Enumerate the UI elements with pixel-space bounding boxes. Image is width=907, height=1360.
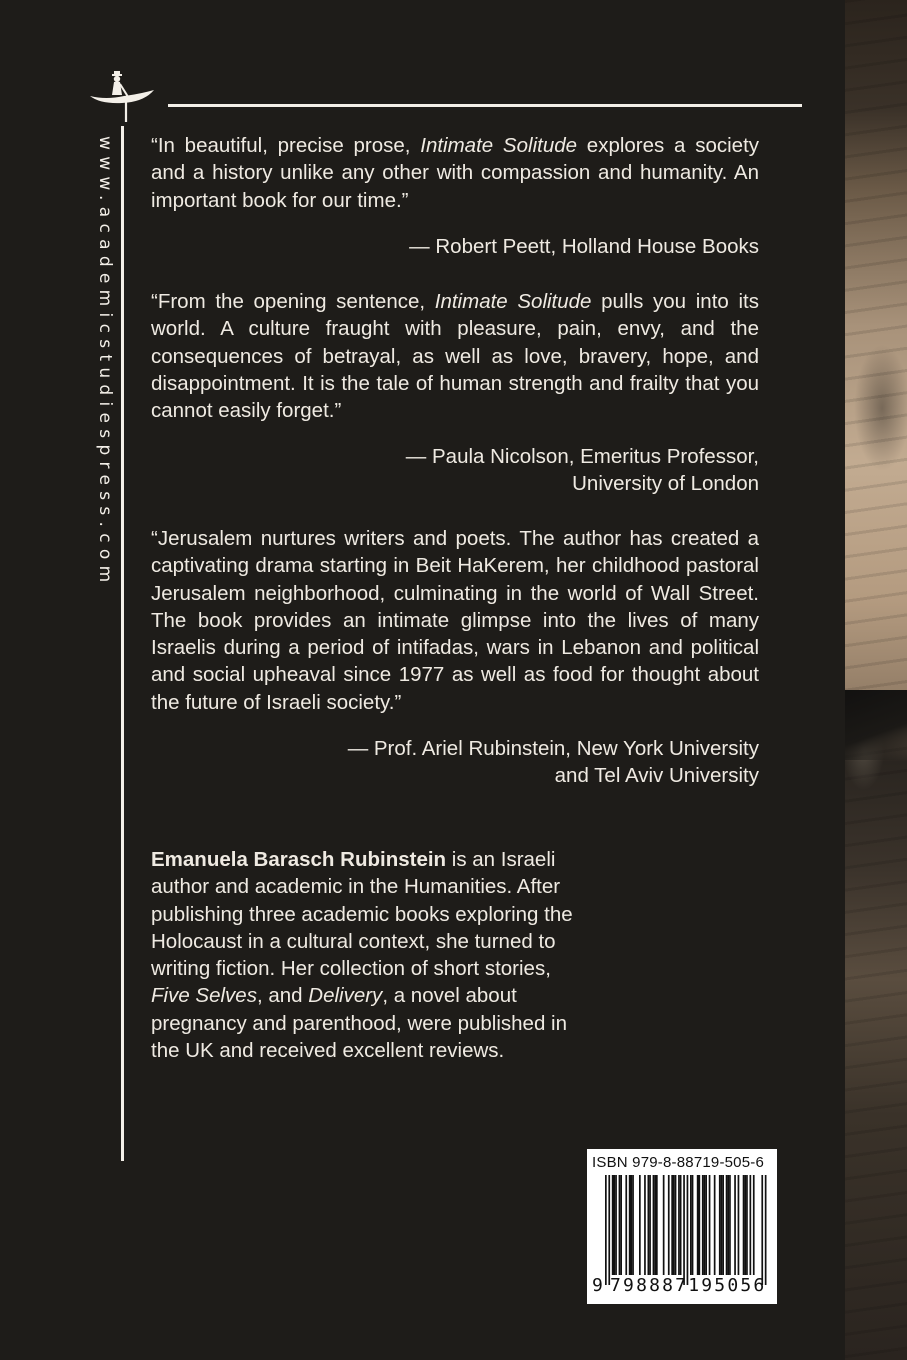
publisher-url[interactable]: www.academicstudiespress.com <box>95 136 115 589</box>
barcode-bar <box>605 1175 607 1285</box>
barcode-bar <box>656 1175 658 1275</box>
boat-logo-icon <box>86 70 158 126</box>
barcode-bar <box>644 1175 646 1275</box>
cover-photo-edge <box>845 0 907 1360</box>
top-divider <box>168 104 802 107</box>
barcode-bar <box>738 1175 740 1275</box>
barcode-bar <box>631 1175 633 1275</box>
barcode-bar <box>697 1175 699 1275</box>
attribution-2: — Paula Nicolson, Emeritus Professor, University of London <box>405 445 759 496</box>
barcode-bar <box>671 1175 673 1275</box>
barcode-bar <box>722 1175 724 1275</box>
isbn-barcode <box>587 1149 777 1304</box>
barcode-bar <box>746 1175 748 1275</box>
book-title: Five Selves <box>151 984 257 1008</box>
barcode-bar <box>614 1175 616 1275</box>
book-title: Intimate Solitude <box>434 290 592 313</box>
barcode-bar <box>705 1175 707 1275</box>
quote-2: “From the opening sentence, Intimate Solitude pulls you into its world. A culture fraught with pleasure, pain, envy, and the consequences of betrayal, as well as love, bravery, hope, and disappointment. It is the tale of human strength and frailty that you cannot easily forget.” <box>151 290 759 423</box>
barcode-bar <box>753 1175 755 1275</box>
barcode-bar <box>625 1175 627 1275</box>
barcode-bar <box>690 1175 692 1275</box>
author-name: Emanuela Barasch Rubinstein <box>151 848 447 871</box>
barcode-bar <box>620 1175 622 1275</box>
barcode-bar <box>750 1175 752 1275</box>
barcode-bar <box>709 1175 711 1275</box>
barcode-bar <box>675 1175 677 1275</box>
barcode-bar <box>699 1175 701 1275</box>
barcode-bar <box>673 1175 675 1275</box>
barcode-bar <box>687 1175 689 1285</box>
book-title: Intimate Solitude <box>420 134 578 157</box>
barcode-bar <box>727 1175 729 1275</box>
barcode-bar <box>678 1175 680 1275</box>
barcode-bar <box>714 1175 716 1275</box>
barcode-bar <box>619 1175 621 1275</box>
barcode-bar <box>680 1175 682 1275</box>
barcode-bar <box>612 1175 614 1275</box>
attribution-3: — Prof. Ariel Rubinstein, New York University and Tel Aviv University <box>347 737 759 788</box>
attribution-1: — Robert Peett, Holland House Books <box>409 235 759 258</box>
barcode-bar <box>615 1175 617 1275</box>
author-bio: Emanuela Barasch Rubinstein is an Israeli author and academic in the Humanities. After publishing three academic books exploring the Holocaust in a cultural context, she turned to writing fiction. Her collection of short stories, Five Selves, and Delivery, a novel about pregnancy and parenthood, were published in the UK and received excellent reviews. <box>151 848 573 1063</box>
barcode-bar <box>632 1175 634 1275</box>
barcode-bar <box>653 1175 655 1275</box>
barcode-bar <box>726 1175 728 1275</box>
barcode-bar <box>668 1175 670 1275</box>
quote-1: “In beautiful, precise prose, Intimate Solitude explores a society and a history unlike any other with compassion and humanity. An important book for our time.” <box>151 134 760 212</box>
isbn-label: ISBN 979-8-88719-505-6 <box>592 1154 765 1171</box>
barcode-bar <box>719 1175 721 1275</box>
barcode-bar <box>721 1175 723 1275</box>
barcode-bar <box>702 1175 704 1275</box>
barcode-bar <box>663 1175 665 1275</box>
side-divider <box>121 126 124 1161</box>
barcode-bar <box>683 1175 685 1285</box>
barcode-bar <box>734 1175 736 1275</box>
quote-3: “Jerusalem nurtures writers and poets. The author has created a captivating drama starting in Beit HaKerem, her childhood pastoral Jerusalem neighborhood, culminating in the world of Wall Street. The book provides an intimate glimpse into the lives of many Israelis during a period of intifadas, wars in Lebanon and political and social upheaval since 1977 as well as food for thought about the future of Israeli society.” <box>151 527 759 714</box>
barcode-bar <box>629 1175 631 1275</box>
barcode-bar <box>704 1175 706 1275</box>
barcode-bar <box>608 1175 610 1285</box>
barcode-bar <box>639 1175 641 1275</box>
barcode-bar <box>654 1175 656 1275</box>
barcode-bar <box>649 1175 651 1275</box>
barcode-bar <box>729 1175 731 1275</box>
barcode-bar <box>692 1175 694 1275</box>
barcode-bar <box>765 1175 767 1285</box>
barcode-bar <box>743 1175 745 1275</box>
barcode-bar <box>744 1175 746 1275</box>
barcode-bar <box>648 1175 650 1275</box>
book-title: Delivery <box>308 984 383 1008</box>
barcode-bar <box>761 1175 763 1285</box>
barcode-digits: 9 798887195056 <box>592 1275 767 1296</box>
